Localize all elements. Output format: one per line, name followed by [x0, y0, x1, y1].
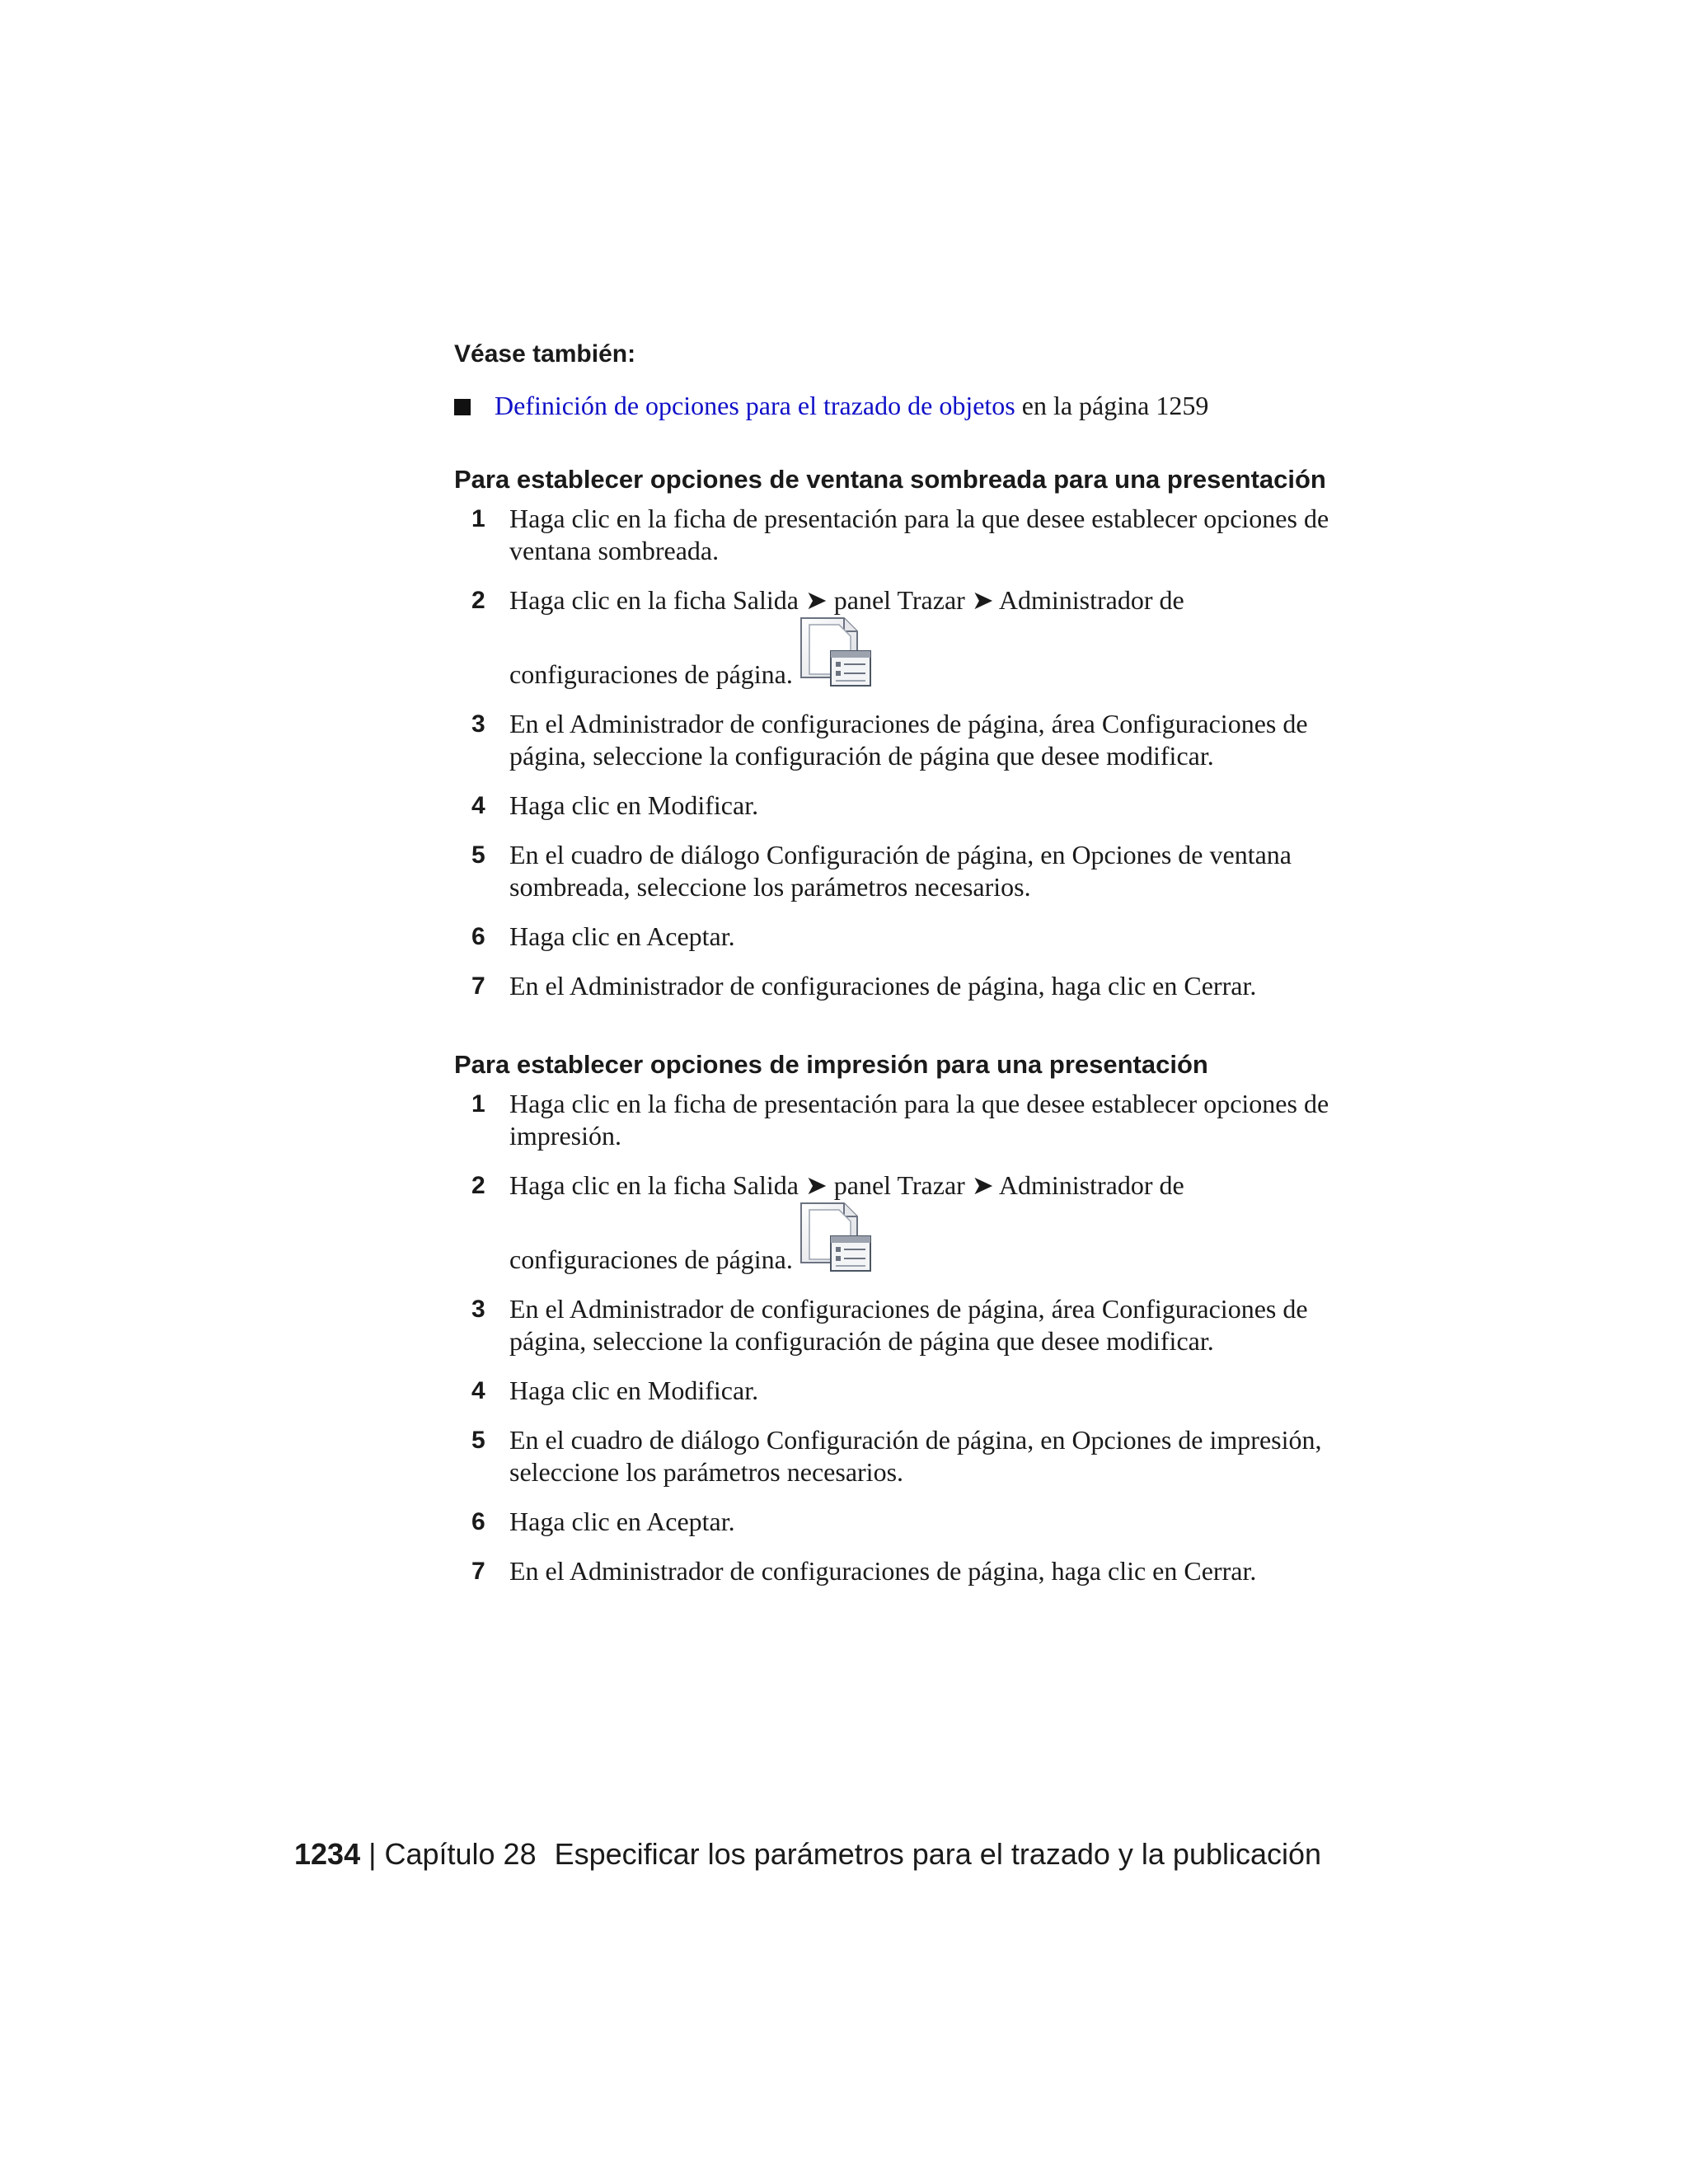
see-also-item: [454, 389, 1344, 422]
step-text-line2: [509, 616, 1344, 691]
chapter-label: Capítulo 28: [384, 1837, 537, 1871]
step-number: 7: [471, 1558, 485, 1585]
step-text: Haga clic en Modificar.: [509, 1376, 759, 1405]
step-number: 3: [471, 1296, 485, 1323]
step-text: En el cuadro de diálogo Configuración de página, en Opciones de ventana sombreada, seleccione los parámetros necesarios.: [509, 840, 1292, 902]
step-text-continued: configuraciones de página.: [509, 659, 793, 689]
step-item: [454, 1506, 1344, 1538]
page-setup-manager-icon: [798, 1202, 874, 1274]
step-item: [454, 839, 1344, 903]
procedure-title: Para establecer opciones de ventana sombreada para una presentación: [454, 465, 1326, 494]
step-list: [454, 1088, 1344, 1587]
page-setup-manager-icon: [798, 616, 874, 689]
page-content: [454, 338, 1344, 1605]
step-number: 7: [471, 972, 485, 1000]
step-item: [454, 1169, 1344, 1276]
step-number: 4: [471, 1377, 485, 1404]
page-footer: [294, 1836, 1321, 1872]
step-text: Haga clic en Aceptar.: [509, 921, 735, 951]
step-number: 2: [471, 587, 485, 614]
step-number: 5: [471, 841, 485, 869]
step-text: En el Administrador de configuraciones de página, área Configuraciones de página, seleccione la configuración de página que desee modificar.: [509, 709, 1308, 771]
step-number: 1: [471, 1090, 485, 1118]
step-text: Haga clic en Aceptar.: [509, 1507, 735, 1536]
step-item: [454, 708, 1344, 772]
step-item: [454, 1375, 1344, 1407]
step-text: Haga clic en la ficha Salida ➤ panel Trazar ➤ Administrador de: [509, 1170, 1184, 1200]
square-bullet-icon: [454, 399, 471, 415]
step-text: En el Administrador de configuraciones de página, haga clic en Cerrar.: [509, 1556, 1257, 1586]
see-also-title: Véase también:: [454, 340, 636, 368]
procedure-print-options: [454, 1048, 1344, 1587]
step-item: [454, 1555, 1344, 1587]
chapter-title: Especificar los parámetros para el trazado y la publicación: [554, 1837, 1322, 1871]
step-number: 1: [471, 505, 485, 532]
footer-separator: |: [368, 1837, 377, 1871]
step-item: [454, 921, 1344, 953]
step-text: Haga clic en Modificar.: [509, 790, 759, 820]
step-number: 4: [471, 792, 485, 819]
step-number: 2: [471, 1172, 485, 1199]
step-list: [454, 503, 1344, 1002]
procedure-shaded-viewport: [454, 463, 1344, 1002]
step-item: [454, 1088, 1344, 1152]
step-text: Haga clic en la ficha de presentación para la que desee establecer opciones de ventana sombreada.: [509, 504, 1329, 565]
step-number: 6: [471, 923, 485, 950]
step-item: [454, 1293, 1344, 1357]
procedure-title: Para establecer opciones de impresión para una presentación: [454, 1050, 1208, 1079]
step-text: Haga clic en la ficha Salida ➤ panel Trazar ➤ Administrador de: [509, 585, 1184, 615]
step-text: En el Administrador de configuraciones de página, haga clic en Cerrar.: [509, 971, 1257, 1001]
step-text: En el cuadro de diálogo Configuración de página, en Opciones de impresión, seleccione los parámetros necesarios.: [509, 1425, 1322, 1487]
step-text-continued: configuraciones de página.: [509, 1244, 793, 1274]
step-number: 3: [471, 710, 485, 738]
step-item: [454, 1424, 1344, 1488]
step-item: [454, 970, 1344, 1002]
step-text: En el Administrador de configuraciones de página, área Configuraciones de página, seleccione la configuración de página que desee modificar.: [509, 1294, 1308, 1356]
see-also-link[interactable]: Definición de opciones para el trazado de objetos: [495, 391, 1015, 420]
step-text-line2: [509, 1202, 1344, 1276]
step-number: 6: [471, 1508, 485, 1535]
page-number: 1234: [294, 1837, 361, 1871]
step-text: Haga clic en la ficha de presentación para la que desee establecer opciones de impresión.: [509, 1089, 1329, 1151]
step-item: [454, 584, 1344, 691]
see-also-page-ref: en la página 1259: [1021, 391, 1209, 420]
step-item: [454, 503, 1344, 567]
step-number: 5: [471, 1427, 485, 1454]
step-item: [454, 790, 1344, 822]
